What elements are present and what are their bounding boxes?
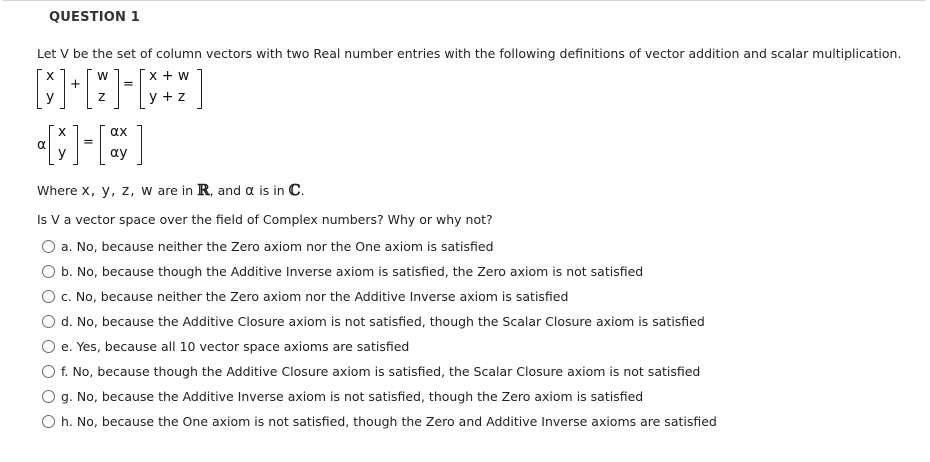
bracket-right	[73, 125, 78, 165]
radio-button[interactable]	[42, 315, 55, 328]
vector-entry: y	[58, 145, 67, 161]
radio-button[interactable]	[42, 390, 55, 403]
answer-option-f[interactable]	[42, 359, 717, 384]
variables-list: x, y, z, w	[81, 183, 154, 199]
and-text: , and	[209, 183, 242, 198]
plus-sign: +	[70, 77, 81, 92]
option-label: c. No, because neither the Zero axiom nor the Additive Inverse axiom is satisfied	[61, 289, 569, 304]
equals-sign: =	[83, 135, 94, 150]
bracket-right	[137, 125, 142, 165]
vector-entry: y + z	[149, 89, 186, 105]
answer-option-g[interactable]	[42, 384, 717, 409]
question-prompt: Let V be the set of column vectors with two Real number entries with the following definitions of vector addition and scalar multiplication.	[37, 46, 902, 61]
bracket-left	[140, 69, 145, 109]
question-header	[2, 0, 926, 37]
bracket-right	[197, 69, 202, 109]
complex-symbol: ℂ	[288, 181, 301, 199]
vector-entry: x	[46, 68, 55, 84]
bracket-right	[114, 69, 119, 109]
radio-button[interactable]	[42, 265, 55, 278]
reals-symbol: ℝ	[197, 181, 210, 199]
where-statement	[37, 181, 305, 199]
radio-button[interactable]	[42, 415, 55, 428]
vector-entry: x + w	[149, 68, 190, 84]
vector-entry: αx	[110, 124, 128, 140]
is-in-text: is in	[259, 183, 285, 198]
where-prefix: Where	[37, 183, 78, 198]
vector-entry: z	[98, 89, 106, 105]
bracket-left	[87, 69, 92, 109]
radio-button[interactable]	[42, 240, 55, 253]
radio-button[interactable]	[42, 290, 55, 303]
bracket-left	[49, 125, 54, 165]
vector-entry: y	[46, 89, 55, 105]
option-label: b. No, because though the Additive Inverse axiom is satisfied, the Zero axiom is not satisfied	[61, 264, 644, 279]
alpha-symbol: α	[37, 137, 47, 153]
alpha-symbol: α	[245, 183, 256, 199]
option-label: g. No, because the Additive Inverse axiom is not satisfied, though the Zero axiom is satisfied	[61, 389, 644, 404]
answer-option-a[interactable]	[42, 234, 717, 259]
option-label: a. No, because neither the Zero axiom nor the One axiom is satisfied	[61, 239, 494, 254]
answer-option-d[interactable]	[42, 309, 717, 334]
question-ask: Is V a vector space over the field of Complex numbers? Why or why not?	[37, 212, 493, 227]
question-title: QUESTION 1	[49, 10, 141, 25]
option-label: e. Yes, because all 10 vector space axioms are satisfied	[61, 339, 410, 354]
option-label: f. No, because though the Additive Closure axiom is satisfied, the Scalar Closure axiom is not satisfied	[61, 364, 701, 379]
are-in-text: are in	[157, 183, 194, 198]
bracket-right	[60, 69, 65, 109]
answer-option-e[interactable]	[42, 334, 717, 359]
vector-entry: w	[97, 68, 109, 84]
option-label: h. No, because the One axiom is not satisfied, though the Zero and Additive Inverse axioms are satisfied	[61, 414, 717, 429]
answer-option-b[interactable]	[42, 259, 717, 284]
vector-entry: αy	[110, 145, 128, 161]
answer-options	[42, 234, 717, 434]
vector-entry: x	[58, 124, 67, 140]
period: .	[300, 183, 305, 198]
radio-button[interactable]	[42, 340, 55, 353]
equals-sign: =	[123, 77, 134, 92]
bracket-left	[37, 69, 42, 109]
bracket-left	[100, 125, 105, 165]
radio-button[interactable]	[42, 365, 55, 378]
answer-option-h[interactable]	[42, 409, 717, 434]
answer-option-c[interactable]	[42, 284, 717, 309]
option-label: d. No, because the Additive Closure axiom is not satisfied, though the Scalar Closure axiom is satisfied	[61, 314, 705, 329]
